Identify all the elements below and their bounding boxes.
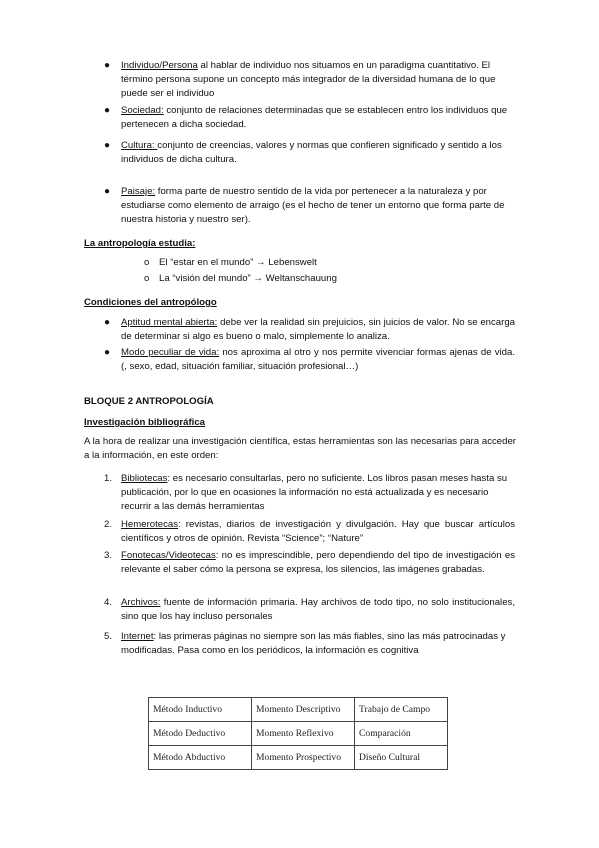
condicion-item bbox=[104, 316, 515, 344]
tool-item-fonotecas bbox=[104, 549, 515, 577]
list-marker: o bbox=[144, 257, 150, 268]
tool-text: : las primeras páginas no siempre son las más fiables, sino las más patrocinadas y modificadas. Pasa como en los periódicos, la información es cognitiva bbox=[121, 631, 506, 656]
table-cell: Método Abductivo bbox=[149, 746, 252, 770]
antropologia-item bbox=[144, 256, 317, 270]
condicion-text: nos aproxima al otro y nos permite vivenciar formas ajenas de vida. (, sexo, edad, situación familiar, situación profesional…) bbox=[121, 347, 516, 372]
def-term: Individuo/Persona bbox=[121, 60, 198, 71]
def-term: Paisaje: bbox=[121, 186, 156, 197]
bloque-title: BLOQUE 2 ANTROPOLOGÍA bbox=[84, 396, 214, 407]
bullet-icon: ● bbox=[104, 347, 111, 358]
tool-term: Archivos: bbox=[121, 597, 161, 608]
bloque-subtitle: Investigación bibliográfica bbox=[84, 417, 206, 428]
def-term: Sociedad: bbox=[121, 105, 164, 116]
table-cell: Comparación bbox=[355, 722, 448, 746]
list-number: 5. bbox=[104, 631, 113, 642]
condicion-term: Modo peculiar de vida: bbox=[121, 347, 220, 358]
methods-table bbox=[148, 697, 448, 770]
def-text: forma parte de nuestro sentido de la vida por pertenecer a la naturaleza y por estudiarse como elemento de arraigo (es el hecho de tener un entorno que forma parte de nuestra historia y nuestro ser). bbox=[121, 186, 505, 225]
table-cell: Momento Reflexivo bbox=[252, 722, 355, 746]
table-cell: Momento Prospectivo bbox=[252, 746, 355, 770]
bullet-icon: ● bbox=[104, 105, 111, 116]
tool-item-archivos bbox=[104, 596, 515, 624]
table-row bbox=[149, 746, 448, 770]
tool-term: Internet bbox=[121, 631, 154, 642]
bullet-icon: ● bbox=[104, 317, 111, 328]
antropologia-item-text: La “visión del mundo” → Weltanschauung bbox=[159, 273, 337, 284]
list-number: 4. bbox=[104, 597, 113, 608]
tool-item-internet bbox=[104, 630, 515, 658]
table-row bbox=[149, 698, 448, 722]
def-text: conjunto de creencias, valores y normas que confieren significado y sentido a los individuos de dicha cultura. bbox=[121, 140, 502, 165]
bullet-icon: ● bbox=[104, 186, 111, 197]
bullet-icon: ● bbox=[104, 140, 111, 151]
def-item-paisaje bbox=[104, 185, 515, 227]
table-cell: Método Inductivo bbox=[149, 698, 252, 722]
condiciones-heading: Condiciones del antropólogo bbox=[84, 297, 217, 308]
table-cell: Trabajo de Campo bbox=[355, 698, 448, 722]
tool-text: : revistas, diarios de investigación y divulgación. Hay que buscar artículos científicos y otros de opinión. Revista “Science”; “Nature” bbox=[121, 519, 515, 544]
tool-term: Bibliotecas bbox=[121, 473, 168, 484]
tool-term: Fonotecas/Videotecas bbox=[121, 550, 216, 561]
antropologia-item bbox=[144, 272, 337, 286]
antropologia-item-text: El “estar en el mundo” → Lebenswelt bbox=[159, 257, 317, 268]
condicion-text: debe ver la realidad sin prejuicios, sin juicios de valor. No se encarga de determinar si algo es bueno o malo, simplemente lo analiza. bbox=[121, 317, 515, 342]
tool-text: : es necesario consultarlas, pero no suficiente. Los libros pasan meses hasta su publicación, por lo que en ocasiones la información no está actualizada y es necesario recurrir a las demás herramientas bbox=[121, 473, 508, 512]
list-marker: o bbox=[144, 273, 150, 284]
list-number: 2. bbox=[104, 519, 113, 530]
tool-item-hemerotecas bbox=[104, 518, 515, 546]
tool-text: fuente de información primaria. Hay archivos de todo tipo, no solo institucionales, sino que los hay incluso personales bbox=[121, 597, 515, 622]
condicion-term: Aptitud mental abierta: bbox=[121, 317, 218, 328]
antropologia-heading: La antropología estudia: bbox=[84, 238, 196, 249]
table-cell: Método Deductivo bbox=[149, 722, 252, 746]
def-text: al hablar de individuo nos situamos en un paradigma cuantitativo. El término persona supone un concepto más integrador de la diversidad humana de lo que puede ser el individuo bbox=[121, 60, 496, 99]
def-item-cultura bbox=[104, 139, 515, 167]
condicion-item bbox=[104, 346, 516, 374]
def-term: Cultura: bbox=[121, 140, 158, 151]
table-cell: Momento Descriptivo bbox=[252, 698, 355, 722]
def-item-individuo bbox=[104, 59, 515, 101]
list-number: 1. bbox=[104, 473, 113, 484]
bullet-icon: ● bbox=[104, 60, 111, 71]
def-item-sociedad bbox=[104, 104, 515, 132]
table-row bbox=[149, 722, 448, 746]
table-cell: Diseño Cultural bbox=[355, 746, 448, 770]
tool-item-bibliotecas bbox=[104, 472, 515, 514]
list-number: 3. bbox=[104, 550, 113, 561]
tool-text: : no es imprescindible, pero dependiendo del tipo de investigación es relevante el saber cómo la persona se expresa, los silencios, las imágenes grabadas. bbox=[121, 550, 515, 575]
def-text: conjunto de relaciones determinadas que se establecen entro los individuos que pertenecen a dicha sociedad. bbox=[121, 105, 508, 130]
bloque-intro: A la hora de realizar una investigación científica, estas herramientas son las necesarias para acceder a la información, en este orden: bbox=[84, 436, 516, 461]
tool-term: Hemerotecas bbox=[121, 519, 179, 530]
